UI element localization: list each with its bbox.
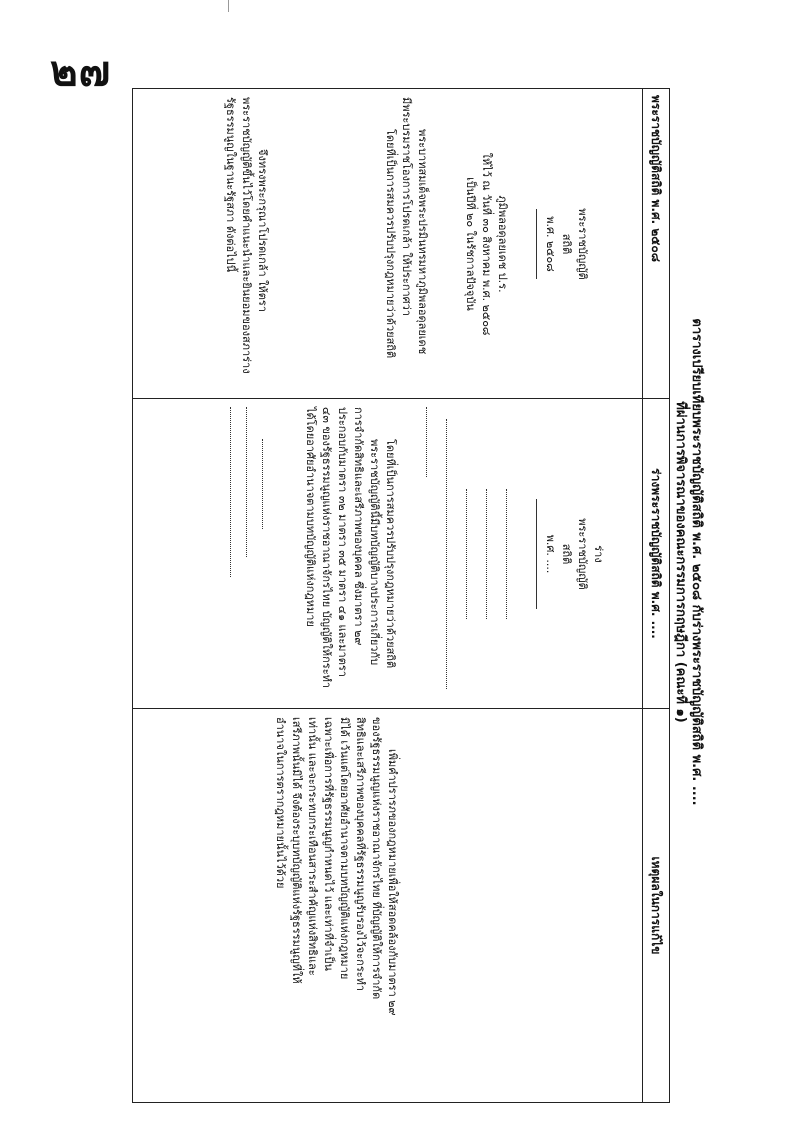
comparison-table <box>132 88 670 1103</box>
blank-dotted-line <box>426 407 427 477</box>
column-header-original: พระราชบัญญัติสถิติ พ.ศ. ๒๕๐๘ <box>642 89 669 398</box>
given-date: ให้ไว้ ณ วันที่ ๓๐ สิงหาคม พ.ศ. ๒๕๐๘ <box>480 152 493 336</box>
blank-dotted-line <box>446 419 447 689</box>
reason-line: อำนาจในการตรากฎหมายนั้นไว้ด้วย <box>274 717 287 889</box>
king-signature: ภูมิพลอดุลยเดช ป.ร. <box>496 195 509 293</box>
column-original-act <box>133 89 669 399</box>
preamble-line: พระบาทสมเด็จพระปรมินทรมหาภูมิพลอดุลยเดช <box>416 129 429 355</box>
document-title: ตารางเปรียบเทียบพระราชบัญญัติสถิติ พ.ศ. ๒๕๐๘ กับร่างพระราชบัญญัติสถิติ พ.ศ. .... <box>689 318 704 806</box>
document-subtitle: ที่ผ่านการพิจารณาของคณะกรรมการกฤษฎีกา (คณะที่ ๑) <box>673 401 688 723</box>
enactment-line: พระราชบัญญัติขึ้นไว้โดยคำแนะนำและยินยอมของสภาร่าง <box>240 97 253 374</box>
blank-dotted-line <box>230 407 231 577</box>
divider-line <box>536 499 537 609</box>
blank-dotted-line <box>486 489 487 619</box>
reign-year: เป็นปีที่ ๒๐ ในรัชกาลปัจจุบัน <box>464 177 477 311</box>
enactment-line: จึงทรงพระกรุณาโปรดเกล้า ให้ตรา <box>256 149 269 312</box>
blank-dotted-line <box>262 439 263 529</box>
column-reasons <box>133 709 669 1102</box>
reason-line: เสรีภาพนั้นมิได้ จึงต้องระบุบทบัญญัติแห่งรัฐธรรมนูญที่ให้ <box>290 717 303 984</box>
draft-heading-line: ร่าง <box>592 545 605 563</box>
draft-heading-line: พ.ศ. .... <box>544 534 557 574</box>
preamble-line: มีพระบรมราชโองการโปรดเกล้า ให้ประกาศว่า <box>400 97 413 317</box>
draft-preamble-line: ได้โดยอาศัยอำนาจตามบทบัญญัติแห่งกฎหมาย <box>304 407 317 627</box>
reason-line: เฉพาะเพื่อการที่รัฐธรรมนูญกำหนดไว้ และเท่าที่จำเป็น <box>322 717 335 971</box>
draft-preamble-line: พระราชบัญญัตินี้มีบทบัญญัติบางประการเกี่ยวกับ <box>368 439 381 666</box>
draft-preamble-line: โดยที่เป็นการสมควรปรับปรุงกฎหมายว่าด้วยสถิติ <box>384 439 397 669</box>
act-heading-line: พระราชบัญญัติ <box>576 208 589 280</box>
act-heading-line: สถิติ <box>560 233 573 255</box>
blank-dotted-line <box>246 407 247 557</box>
column-header-draft: ร่างพระราชบัญญัติสถิติ พ.ศ. .... <box>642 399 669 708</box>
draft-preamble-line: การจำกัดสิทธิและเสรีภาพของบุคคล ซึ่งมาตรา ๒๙ <box>352 407 365 646</box>
draft-heading-line: พระราชบัญญัติ <box>576 518 589 590</box>
draft-preamble-line: ๔๓ ของรัฐธรรมนูญแห่งราชอาณาจักรไทย บัญญัติให้กระทำ <box>320 407 333 689</box>
blank-dotted-line <box>506 489 507 619</box>
reason-line: สิทธิและเสรีภาพของบุคคลที่รัฐธรรมนูญรับรองไว้จะกระทำ <box>354 717 367 992</box>
column-header-reasons: เหตุผลในการแก้ไข <box>642 709 669 1102</box>
reason-line: เพิ่มคำปรารภของกฎหมายเพื่อให้สอดคล้องกับมาตรา ๒๙ <box>386 749 399 1016</box>
reason-line: ของรัฐธรรมนูญแห่งราชอาณาจักรไทย ที่บัญญัติให้การจำกัด <box>370 717 383 1000</box>
enactment-line: รัฐธรรมนูญในฐานะรัฐสภา ดังต่อไปนี้ <box>224 97 237 273</box>
reason-line: มิได้ เว้นแต่โดยอาศัยอำนาจตามบทบัญญัติแห่งกฎหมาย <box>338 717 351 980</box>
preamble-line: โดยที่เป็นการสมควรปรับปรุงกฎหมายว่าด้วยสถิติ <box>384 129 397 359</box>
act-heading-line: พ.ศ. ๒๕๐๘ <box>544 216 557 272</box>
divider-line <box>536 209 537 279</box>
reason-line: เท่านั้น และจะกระทบกระเทือนสาระสำคัญแห่งสิทธิและ <box>306 717 319 976</box>
draft-preamble-line: ประกอบกับมาตรา ๓๒ มาตรา ๓๕ มาตรา ๔๑ และมาตรา <box>336 407 349 677</box>
handwritten-page-number: ๒๗ <box>50 46 112 95</box>
blank-dotted-line <box>466 489 467 619</box>
column-draft-act <box>133 399 669 709</box>
draft-heading-line: สถิติ <box>560 543 573 565</box>
